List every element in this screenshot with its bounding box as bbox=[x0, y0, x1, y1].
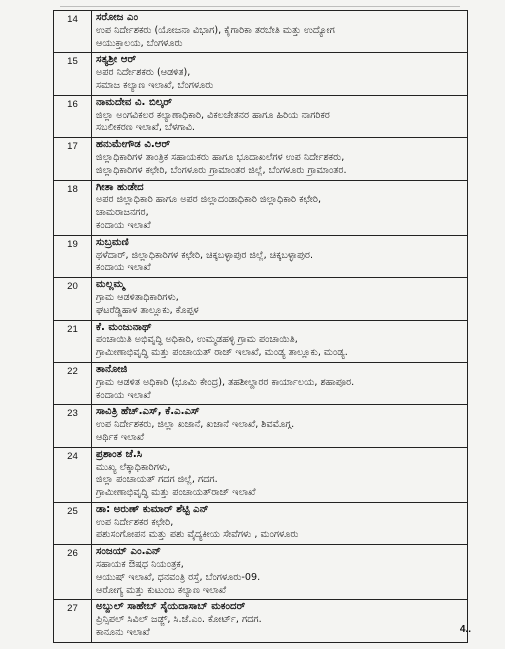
serial-number: 27 bbox=[54, 600, 92, 642]
awardee-table-body bbox=[54, 11, 468, 643]
designation-line: ಘಟರೆಡ್ಡಿಹಾಳ ತಾಲ್ಲೂಕು, ಕೊಪ್ಪಳ bbox=[96, 304, 199, 316]
entry-details bbox=[92, 502, 468, 544]
designation-line: ಸಮಾಜ ಕಲ್ಯಾಣ ಇಲಾಖೆ, ಬೆಂಗಳೂರು bbox=[96, 79, 214, 91]
top-divider bbox=[60, 6, 460, 7]
table-row bbox=[54, 447, 468, 502]
designation-line: ಜಿಲ್ಲಾಧಿಕಾರಿಗಳ ತಾಂತ್ರಿಕ ಸಹಾಯಕರು ಹಾಗೂ ಭೂದಾಖಲೆಗಳ ಉಪ ನಿರ್ದೇಶಕರು, bbox=[96, 151, 345, 163]
table-row bbox=[54, 502, 468, 544]
table-row bbox=[54, 320, 468, 362]
designation-line: ಕಂದಾಯ ಇಲಾಖೆ bbox=[96, 389, 151, 401]
serial-number: 26 bbox=[54, 545, 92, 600]
designation-line: ಗ್ರಾಮೀಣಾಭಿವೃದ್ಧಿ ಮತ್ತು ಪಂಚಾಯತ್‌ರಾಜ್ ಇಲಾಖೆ bbox=[96, 487, 256, 499]
person-name: ನಾಮದೇವ ವಿ. ಬಿಲ್ಕರ್ bbox=[96, 96, 173, 108]
designation-line: ಕಂದಾಯ ಇಲಾಖೆ bbox=[96, 219, 151, 231]
awardee-table bbox=[53, 10, 468, 643]
table-row bbox=[54, 95, 468, 137]
table-row bbox=[54, 405, 468, 447]
designation-line: ಜಿಲ್ಲಾಧಿಕಾರಿಗಳ ಕಛೇರಿ, ಬೆಂಗಳೂರು ಗ್ರಾಮಾಂತರ ಜಿಲ್ಲೆ, ಬೆಂಗಳೂರು ಗ್ರಾಮಾಂತರ. bbox=[96, 164, 347, 176]
person-name: ಸುಬ್ರಮಣಿ bbox=[96, 236, 129, 248]
designation-line: ಸಬಲೀಕರಣ ಇಲಾಖೆ, ಬೆಳಗಾವಿ. bbox=[96, 122, 195, 134]
designation-line: ಚಾಮರಾಜನಗರ, bbox=[96, 207, 149, 219]
entry-details bbox=[92, 180, 468, 235]
entry-details bbox=[92, 278, 468, 320]
designation-line: ಆಯುಷ್ ಇಲಾಖೆ, ಧನವಂತ್ರಿ ರಸ್ತೆ, ಬೆಂಗಳೂರು-09. bbox=[96, 571, 261, 583]
entry-details bbox=[92, 600, 468, 642]
person-name: ಅಬ್ದುಲ್ ಸಾಹೇಬ್ ಸೈಯದಾಸಾಬ್ ಮಕಂದರ್ bbox=[96, 601, 246, 613]
designation-line: ಅಪರ ನಿರ್ದೇಶಕರು (ಆಡಳಿತ), bbox=[96, 67, 191, 79]
entry-details bbox=[92, 53, 468, 95]
serial-number: 24 bbox=[54, 447, 92, 502]
designation-line: ಸಹಾಯಕ ಔಷಧ ನಿಯಂತ್ರಕ, bbox=[96, 559, 184, 571]
person-name: ಮಲ್ಲಮ್ಮ bbox=[96, 279, 125, 291]
person-name: ಹನುಮೇಗೌಡ ವಿ.ಆರ್ bbox=[96, 139, 171, 151]
designation-line: ಉಪ ನಿರ್ದೇಶಕರು, ಜಿಲ್ಲಾ ಖಜಾನೆ, ಖಜಾನೆ ಇಲಾಖೆ, ಶಿವಮೊಗ್ಗ. bbox=[96, 419, 295, 431]
table-row bbox=[54, 235, 468, 277]
table-row bbox=[54, 180, 468, 235]
serial-number: 23 bbox=[54, 405, 92, 447]
entry-details bbox=[92, 11, 468, 53]
person-name: ಡಾ: ಅರುಣ್ ಕುಮಾರ್ ಶೆಟ್ಟಿ ಎನ್ bbox=[96, 503, 209, 515]
person-name: ತಾನೋಜಿ bbox=[96, 363, 128, 375]
serial-number: 20 bbox=[54, 278, 92, 320]
designation-line: ಉಪ ನಿರ್ದೇಶಕರ ಕಛೇರಿ, bbox=[96, 516, 174, 528]
entry-details bbox=[92, 405, 468, 447]
designation-line: ಥಳೆದಾರ್, ಜಿಲ್ಲಾಧಿಕಾರಿಗಳ ಕಛೇರಿ, ಚಿಕ್ಕಬಳ್ಳಾಪುರ ಜಿಲ್ಲೆ, ಚಿಕ್ಕಬಳ್ಳಾಪುರ. bbox=[96, 249, 314, 261]
designation-line: ಆರ್ಥಿಕ ಇಲಾಖೆ bbox=[96, 431, 145, 443]
designation-line: ಗ್ರಾಮೀಣಾಭಿವೃದ್ಧಿ ಮತ್ತು ಪಂಚಾಯತ್ ರಾಜ್ ಇಲಾಖೆ, ಮಂಡ್ಯ ತಾಲ್ಲೂಕು, ಮಂಡ್ಯ. bbox=[96, 347, 348, 359]
designation-line: ಪ್ರಿನ್ಸಿಪಲ್ ಸಿವಿಲ್ ಜಡ್ಜ್, ಸಿ.ಜೆ.ಎಂ. ಕೋರ್ಟ್, ಗದಗ. bbox=[96, 614, 262, 626]
table-row bbox=[54, 11, 468, 53]
designation-line: ಜಿಲ್ಲಾ ಪಂಚಾಯತ್ ಗದಗ ಜಿಲ್ಲೆ, ಗದಗ. bbox=[96, 474, 218, 486]
person-name: ಸರೋಜ ಎಂ bbox=[96, 12, 139, 23]
entry-details bbox=[92, 545, 468, 600]
designation-line: ಮುಖ್ಯ ಲೆಕ್ಕಾಧಿಕಾರಿಗಳು, bbox=[96, 461, 171, 473]
person-name: ಸಾವಿತ್ರಿ ಹೆಚ್.ಎಸ್, ಕೆ.ಎ.ಎಸ್ bbox=[96, 406, 200, 418]
table-row bbox=[54, 362, 468, 404]
person-name: ಗೀತಾ ಹುಡೇದ bbox=[96, 181, 144, 193]
serial-number: 19 bbox=[54, 235, 92, 277]
designation-line: ಆರೋಗ್ಯ ಮತ್ತು ಕುಟುಂಬ ಕಲ್ಯಾಣ ಇಲಾಖೆ bbox=[96, 584, 227, 596]
person-name: ಪ್ರಶಾಂತ ಜೆ.ಸಿ bbox=[96, 448, 143, 460]
entry-details bbox=[92, 320, 468, 362]
designation-line: ಕಂದಾಯ ಇಲಾಖೆ bbox=[96, 262, 151, 274]
entry-details bbox=[92, 95, 468, 137]
serial-number: 14 bbox=[54, 11, 92, 53]
page-number: 4.. bbox=[459, 624, 471, 635]
table-row bbox=[54, 545, 468, 600]
serial-number: 21 bbox=[54, 320, 92, 362]
designation-line: ಪಂಚಾಯಿತಿ ಅಭಿವೃದ್ಧಿ ಅಧಿಕಾರಿ, ಉಮ್ಮಡಹಳ್ಳಿ ಗ್ರಾಮ ಪಂಚಾಯಿತಿ, bbox=[96, 334, 298, 346]
entry-details bbox=[92, 138, 468, 180]
designation-line: ಕಾನೂನು ಇಲಾಖೆ bbox=[96, 627, 150, 639]
table-row bbox=[54, 600, 468, 642]
person-name: ಕೆ. ಮಂಜುನಾಥ್ bbox=[96, 321, 152, 333]
entry-details bbox=[92, 235, 468, 277]
serial-number: 15 bbox=[54, 53, 92, 95]
table-row bbox=[54, 278, 468, 320]
serial-number: 22 bbox=[54, 362, 92, 404]
person-name: ಸಂಜಯ್ ಎಂ.ಎನ್ bbox=[96, 546, 161, 558]
serial-number: 25 bbox=[54, 502, 92, 544]
designation-line: ಅಪರ ಜಿಲ್ಲಾಧಿಕಾರಿ ಹಾಗೂ ಅಪರ ಜಿಲ್ಲಾದಂಡಾಧಿಕಾರಿ ಜಿಲ್ಲಾಧಿಕಾರಿ ಕಛೇರಿ, bbox=[96, 194, 322, 206]
entry-details bbox=[92, 362, 468, 404]
designation-line: ಪಶುಸಂಗೋಪನ ಮತ್ತು ಪಶು ವೈದ್ಯಕೀಯ ಸೇವೆಗಳು , ಮಂಗಳೂರು bbox=[96, 529, 299, 541]
entry-details bbox=[92, 447, 468, 502]
designation-line: ಆಯುಕ್ತಾಲಯ, ಬೆಂಗಳೂರು bbox=[96, 37, 183, 49]
table-row bbox=[54, 138, 468, 180]
designation-line: ಜಿಲ್ಲಾ ಅಂಗವಿಕಲರ ಕಲ್ಯಾಣಾಧಿಕಾರಿ, ವಿಕಲಚೇತನರ ಹಾಗೂ ಹಿರಿಯ ನಾಗರಿಕರ bbox=[96, 109, 330, 121]
designation-line: ಉಪ ನಿರ್ದೇಶಕರು (ಯೋಜನಾ ವಿಭಾಗ), ಕೈಗಾರಿಕಾ ತರಬೇತಿ ಮತ್ತು ಉದ್ಯೋಗ bbox=[96, 24, 335, 36]
serial-number: 17 bbox=[54, 138, 92, 180]
table-row bbox=[54, 53, 468, 95]
serial-number: 18 bbox=[54, 180, 92, 235]
designation-line: ಗ್ರಾಮ ಆಡಳಿತ ಅಧಿಕಾರಿ (ಭೂಮಿ ಕೇಂದ್ರ), ತಹಶೀಲ್ದಾರರ ಕಾರ್ಯಾಲಯ, ಶಹಾಪೂರ. bbox=[96, 376, 355, 388]
designation-line: ಗ್ರಾಮ ಆಡಳಿತಾಧಿಕಾರಿಗಳು, bbox=[96, 291, 179, 303]
person-name: ಸತ್ಯಶ್ರೀ ಆರ್ bbox=[96, 54, 137, 66]
serial-number: 16 bbox=[54, 95, 92, 137]
